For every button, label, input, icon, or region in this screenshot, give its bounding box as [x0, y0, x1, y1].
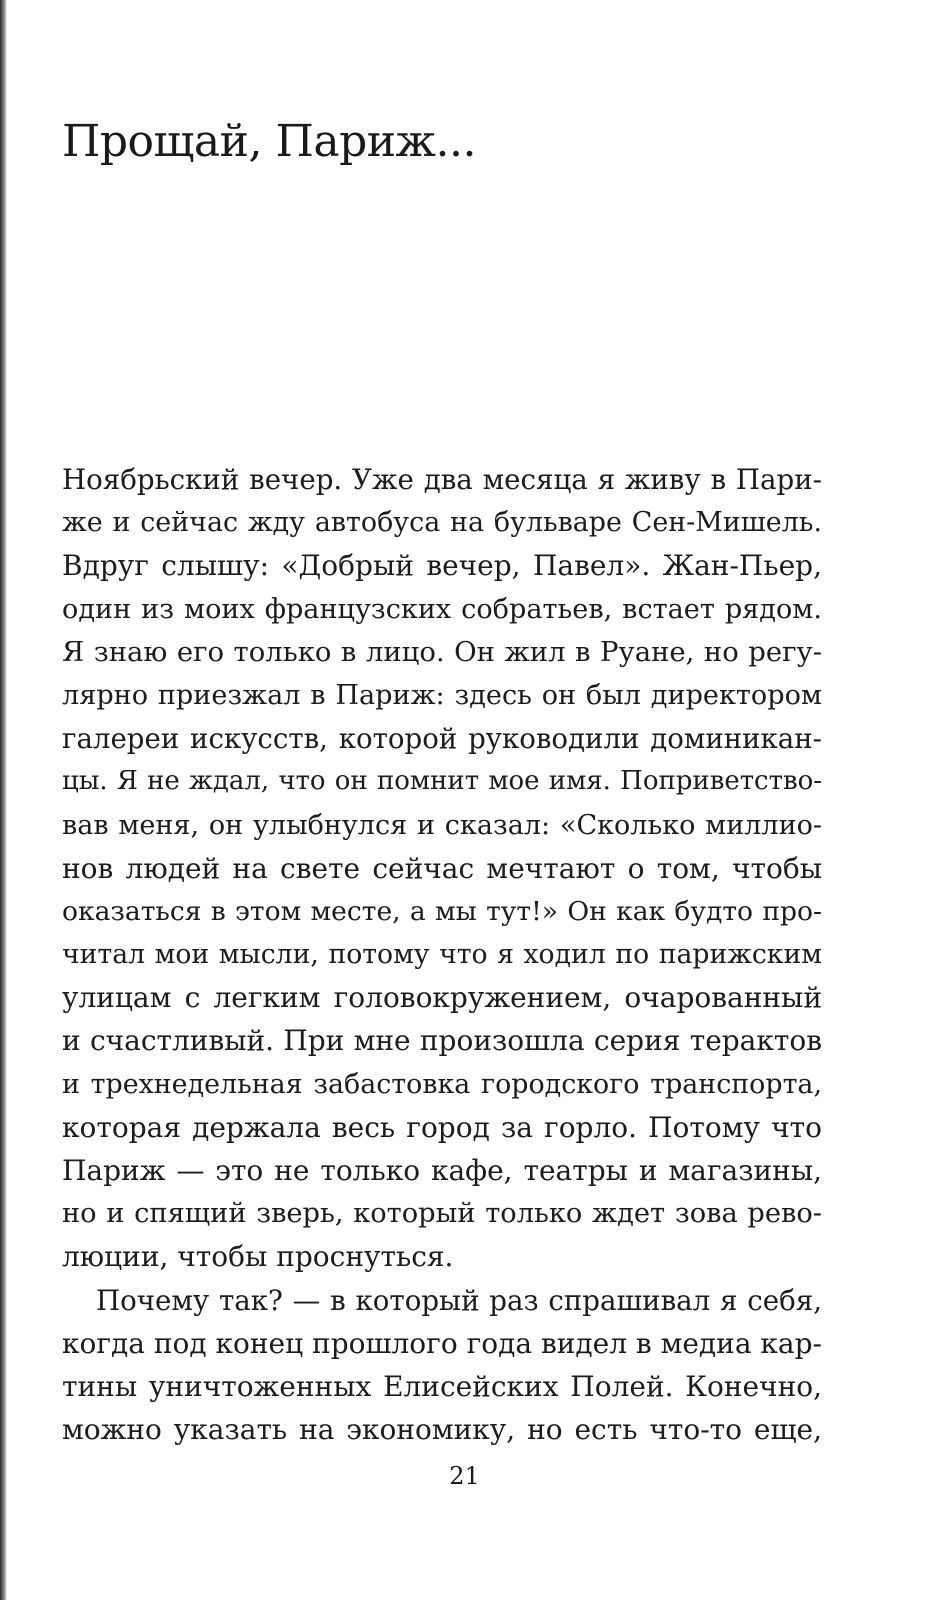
text-line: но и спящий зверь, который только ждет зова рево- — [62, 1198, 822, 1230]
text-line: Вдруг слышу: «Добрый вечер, Павел». Жан-Пьер, — [62, 549, 822, 583]
text-line: читал мои мысли, потому что я ходил по парижским — [62, 939, 822, 971]
body-text — [62, 458, 822, 1451]
text-line: тины уничтоженных Елисейских Полей. Конечно, — [62, 1369, 822, 1403]
paragraph-2 — [62, 1279, 822, 1452]
text-line: один из моих французских собратьев, встает рядом. — [62, 593, 822, 625]
text-line: галереи искусств, которой руководили доминикан- — [62, 722, 822, 756]
text-line: и трехнедельная забастовка городского транспорта, — [62, 1068, 822, 1100]
page-edge-shadow — [0, 0, 7, 1600]
text-line: Париж — это не только кафе, театры и магазины, — [62, 1154, 822, 1187]
text-line: Я знаю его только в лицо. Он жил в Руане, но регу- — [62, 635, 822, 668]
chapter-title: Прощай, Париж... — [62, 116, 476, 167]
text-line: нов людей на свете сейчас мечтают о том, чтобы — [62, 851, 822, 885]
text-line: же и сейчас жду автобуса на бульваре Сен-Мишель. — [62, 507, 822, 539]
text-line: которая держала весь город за горло. Потому что — [62, 1110, 822, 1144]
text-line: оказаться в этом месте, а мы тут!» Он как будто про- — [62, 895, 822, 927]
text-line: лярно приезжал в Париж: здесь он был директором — [62, 679, 822, 711]
paragraph-1 — [62, 458, 822, 1279]
text-line: Почему так? — в который раз спрашивал я себя, — [96, 1283, 822, 1317]
text-line: и счастливый. При мне произошла серия терактов — [62, 1024, 822, 1058]
text-line: вав меня, он улыбнулся и сказал: «Сколько миллио- — [62, 809, 822, 841]
text-line: можно указать на экономику, но есть что-то еще, — [62, 1413, 822, 1447]
page-number: 21 — [449, 1462, 480, 1490]
text-line: когда под конец прошлого года видел в медиа кар- — [62, 1326, 822, 1360]
text-line: улицам с легким головокружением, очарованный — [62, 981, 822, 1015]
text-line: цы. Я не ждал, что он помнит мое имя. Поприветство- — [62, 766, 822, 797]
text-line: Ноябрьский вечер. Уже два месяца я живу в Пари- — [62, 463, 822, 496]
text-line: люции, чтобы проснуться. — [62, 1240, 454, 1274]
